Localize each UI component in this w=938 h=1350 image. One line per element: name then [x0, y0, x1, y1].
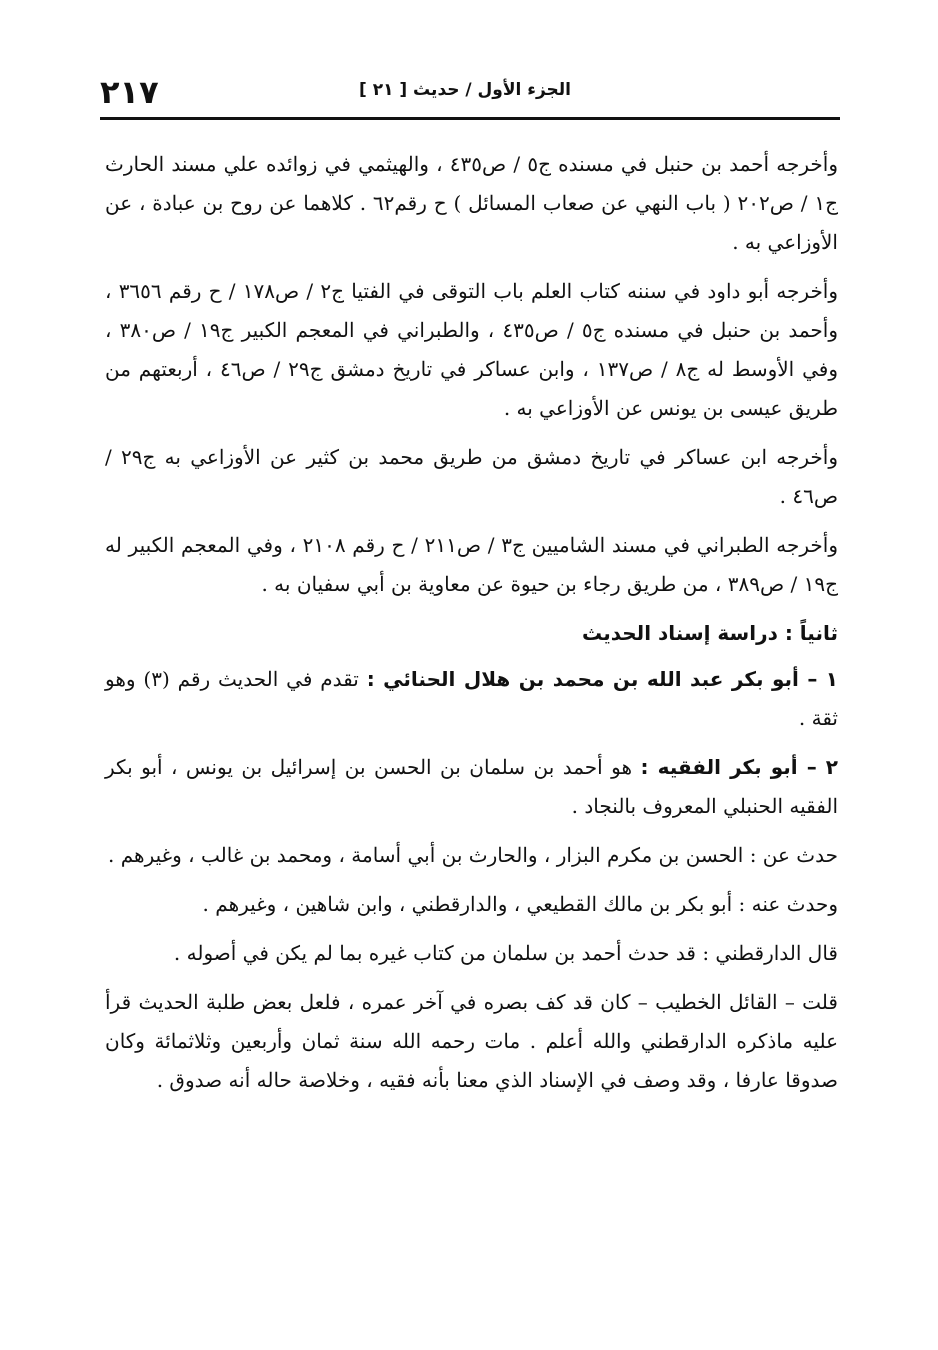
detail-daraqutni-quote: قال الدارقطني : قد حدث أحمد بن سلمان من كتاب غيره بما لم يكن في أصوله .: [173, 941, 838, 965]
paragraph-takhrij-4: وأخرجه الطبراني في مسند الشاميين ج٣ / ص٢١١ / ح رقم ٢١٠٨ ، وفي المعجم الكبير له ج١٩ / ص٣٨٩ ، من طريق رجاء بن حيوة عن معاوية بن أبي سفيان به .: [105, 533, 838, 596]
detail-conclusion: قلت – القائل الخطيب – كان قد كف بصره في آخر عمره ، فلعل بعض طلبة الحديث قرأ عليه ماذكره الدارقطني والله أعلم . مات رحمه الله سنة ثمان وأربعين وثلاثمائة وكان صدوقا عارفا ، وقد وصف في الإسناد الذي معنا بأنه فقيه ، وخلاصة حاله أنه صدوق .: [105, 990, 838, 1092]
paragraph-takhrij-2: وأخرجه أبو داود في سننه كتاب العلم باب التوقى في الفتيا ج٢ / ص١٧٨ / ح رقم ٣٦٥٦ ، وأحمد بن حنبل في مسنده ج٥ / ص٤٣٥ ، والطبراني في المعجم الكبير ج١٩ / ص٣٨٠ ، وفي الأوسط له ج٨ / ص١٣٧ ، وابن عساكر في تاريخ دمشق ج٢٩ / ص٤٦ ، أربعتهم من طريق عيسى بن يونس عن الأوزاعي به .: [105, 279, 839, 420]
narrator-entry-2: [105, 748, 838, 826]
narrator-2-text: هو أحمد بن سلمان بن الحسن بن إسرائيل بن يونس ، أبو بكر الفقيه الحنبلي المعروف بالنجاد .: [105, 755, 838, 818]
narrator-entry-1: [105, 660, 838, 738]
page-header: [100, 72, 840, 116]
detail-heard-from: حدث عن : الحسن بن مكرم البزار ، والحارث بن أبي أسامة ، ومحمد بن غالب ، وغيرهم .: [108, 843, 838, 867]
paragraph-takhrij-3: وأخرجه ابن عساكر في تاريخ دمشق من طريق محمد بن كثير عن الأوزاعي به ج٢٩ / ص٤٦ .: [105, 445, 838, 508]
running-head: الجزء الأول / حديث [ ٢١ ]: [358, 80, 572, 100]
paragraph-takhrij-1: وأخرجه أحمد بن حنبل في مسنده ج٥ / ص٤٣٥ ، والهيثمي في زوائده علي مسند الحارث ج١ / ص٢٠٢ ( باب النهي عن صعاب المسائل ) ح رقم٦٢ . كلاهما عن روح بن عبادة ، عن الأوزاعي به .: [105, 152, 838, 254]
narrator-1-name: ١ – أبو بكر عبد الله بن محمد بن هلال الحنائي :: [366, 667, 839, 691]
section-heading: ثانياً : دراسة إسناد الحديث: [582, 621, 838, 645]
page-body: [105, 145, 838, 1110]
narrator-2-name: ٢ – أبو بكر الفقيه :: [640, 755, 839, 779]
detail-narrated-by: وحدث عنه : أبو بكر بن مالك القطيعي ، والدارقطني ، وابن شاهين ، وغيرهم .: [202, 892, 838, 916]
narrator-1-text: تقدم في الحديث رقم (٣) وهو ثقة .: [105, 667, 838, 730]
header-rule: [100, 117, 840, 120]
page-number: ٢١٧: [100, 73, 159, 111]
